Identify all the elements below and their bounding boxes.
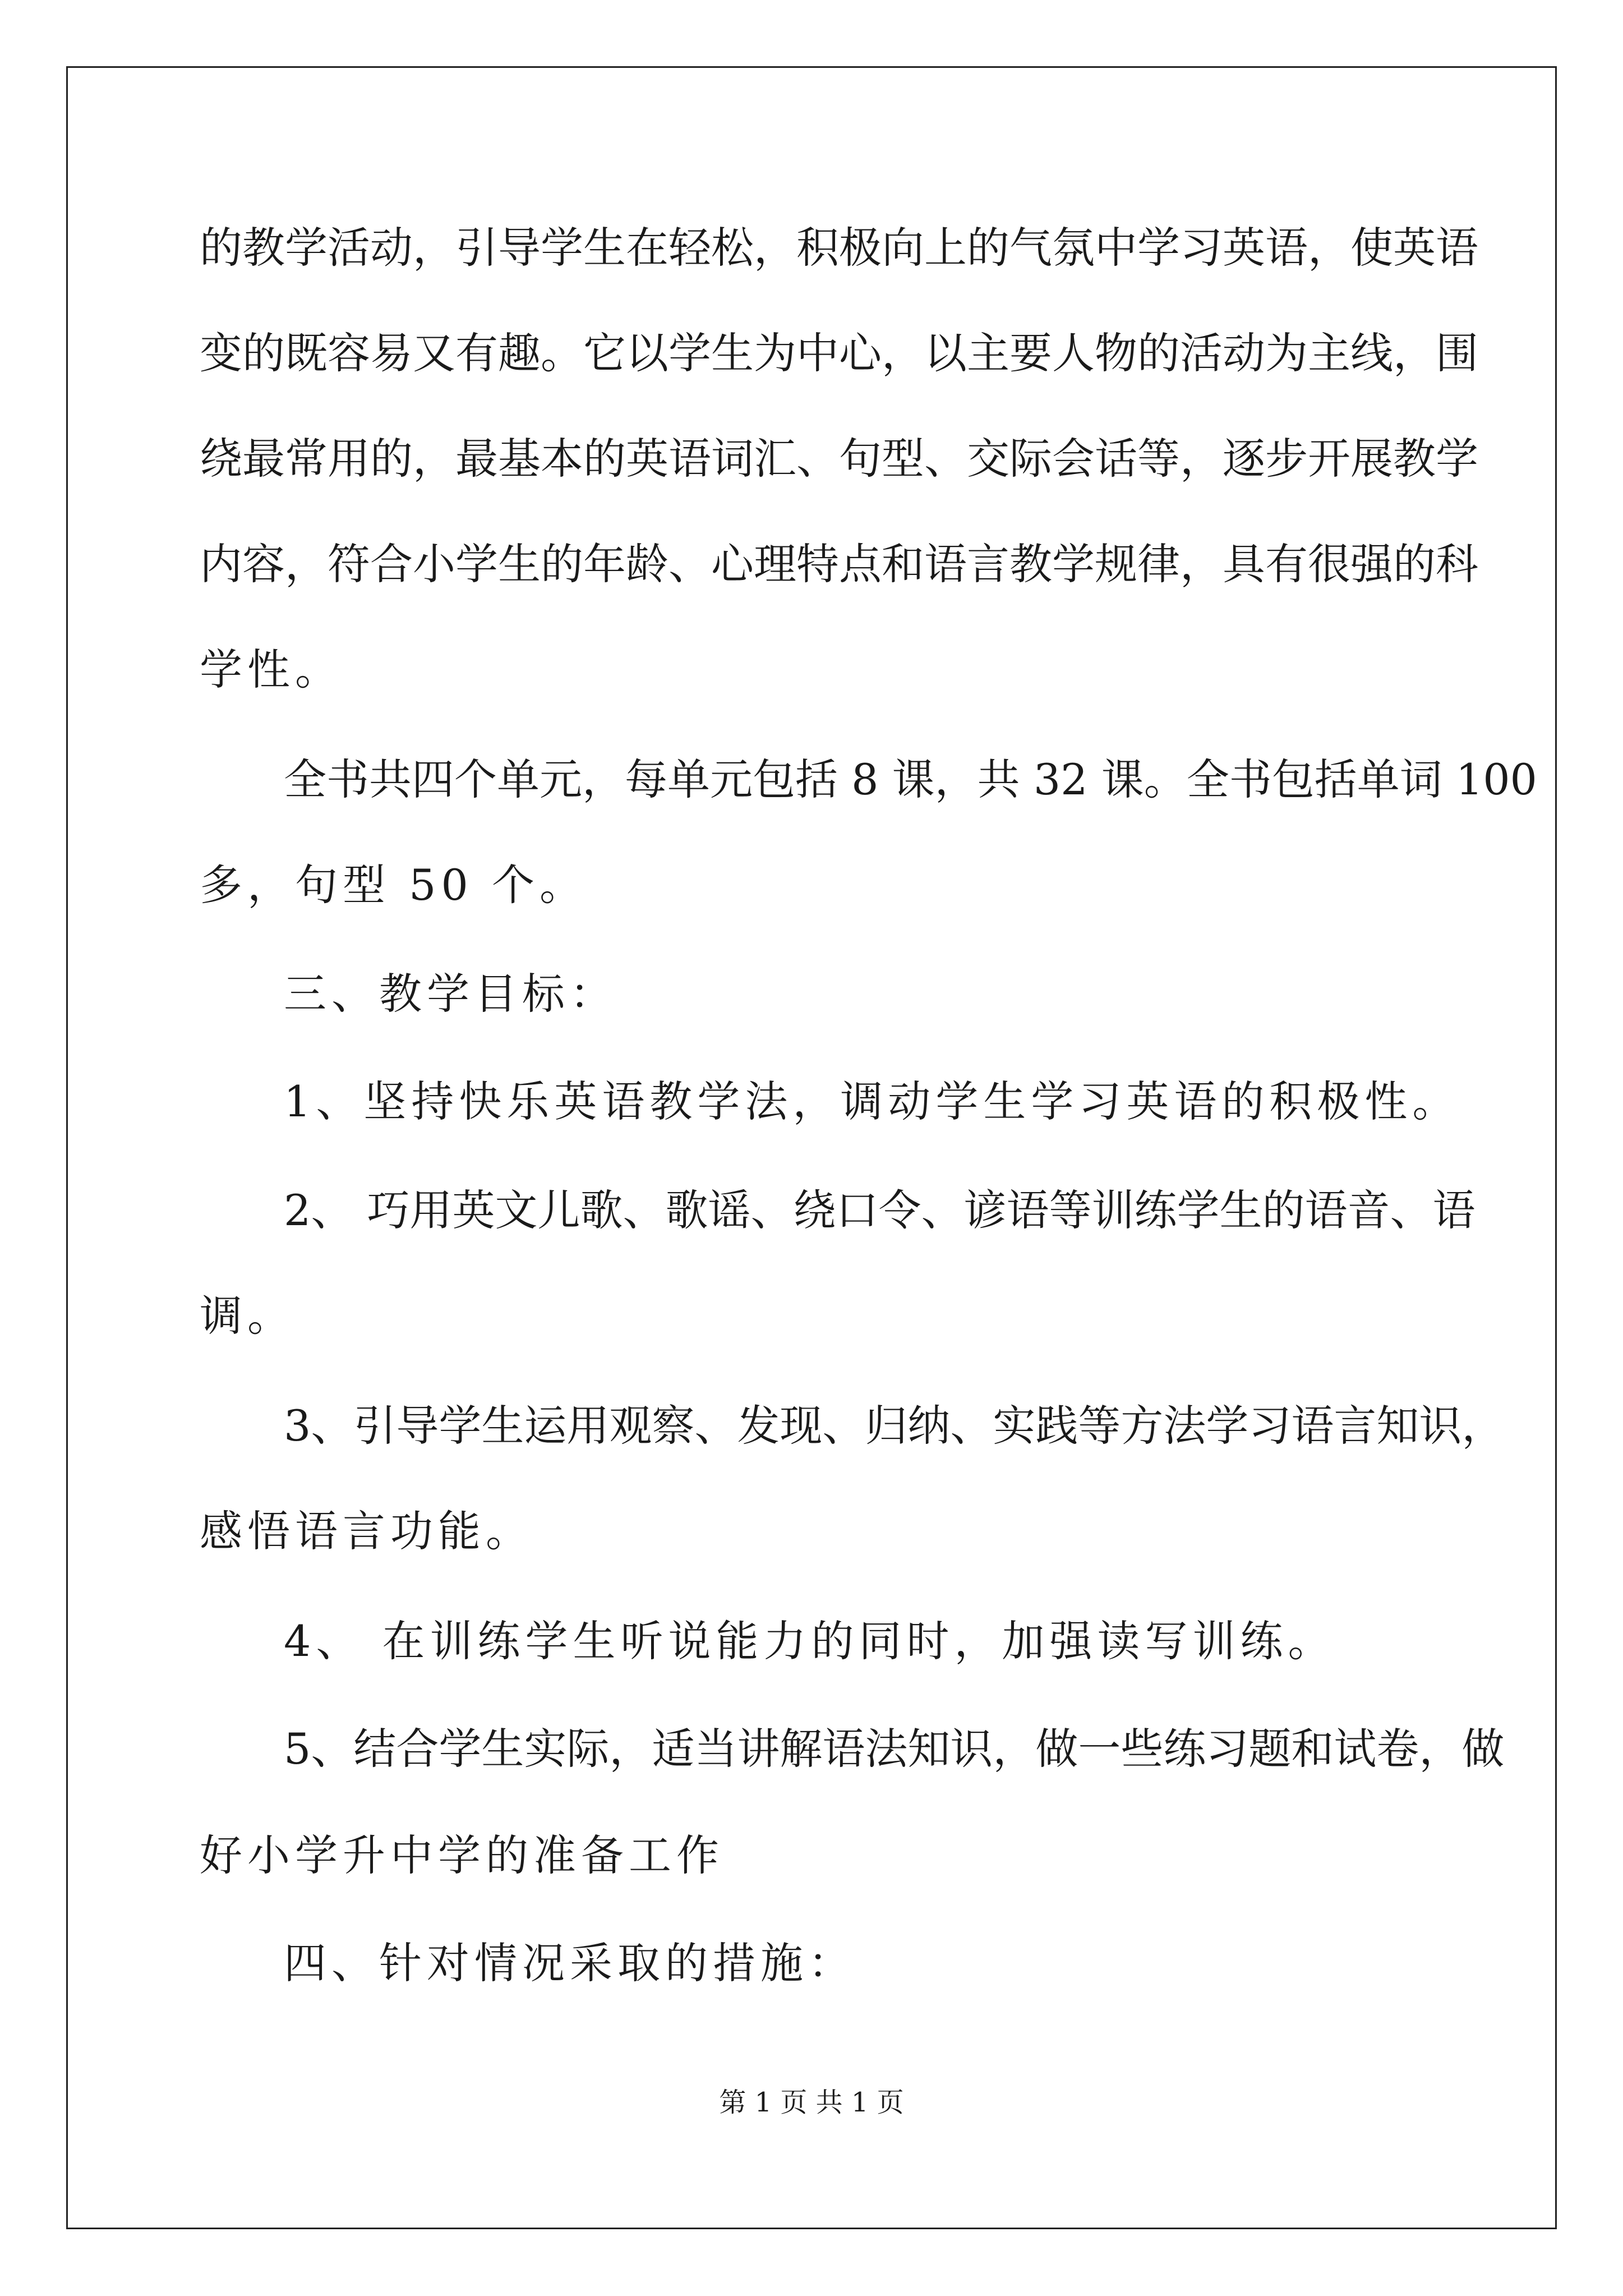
paragraph-line: 多，句型 50 个。 (200, 860, 588, 910)
list-item-continuation: 感悟语言功能。 (200, 1506, 533, 1556)
list-item: 5、结合学生实际，适当讲解语法知识，做一些练习题和试卷，做 (284, 1724, 1505, 1774)
section-heading: 三、教学目标： (284, 969, 617, 1019)
paragraph-line: 绕最常用的，最基本的英语词汇、句型、交际会话等，逐步开展教学 (200, 434, 1478, 484)
page-footer: 第 1 页 共 1 页 (719, 2087, 904, 2118)
list-item: 3、引导学生运用观察、发现、归纳、实践等方法学习语言知识， (284, 1401, 1505, 1451)
list-item: 2、 巧用英文儿歌、歌谣、绕口令、谚语等训练学生的语音、语 (284, 1185, 1476, 1235)
list-item: 1、坚持快乐英语教学法，调动学生学习英语的积极性。 (284, 1076, 1460, 1126)
list-item: 4、 在训练学生听说能力的同时，加强读写训练。 (284, 1616, 1336, 1666)
paragraph-line: 的教学活动，引导学生在轻松，积极向上的气氛中学习英语，使英语 (200, 223, 1478, 273)
paragraph-line: 学性。 (200, 645, 343, 694)
list-item-continuation: 调。 (200, 1291, 295, 1341)
list-item-continuation: 好小学升中学的准备工作 (200, 1830, 724, 1880)
paragraph-line: 全书共四个单元，每单元包括 8 课，共 32 课。全书包括单词 100 (284, 754, 1537, 804)
paragraph-line: 变的既容易又有趣。它以学生为中心，以主要人物的活动为主线，围 (200, 328, 1478, 378)
section-heading: 四、针对情况采取的措施： (284, 1938, 856, 1988)
page-border (66, 66, 1557, 2229)
paragraph-line: 内容，符合小学生的年龄、心理特点和语言教学规律，具有很强的科 (200, 539, 1478, 589)
